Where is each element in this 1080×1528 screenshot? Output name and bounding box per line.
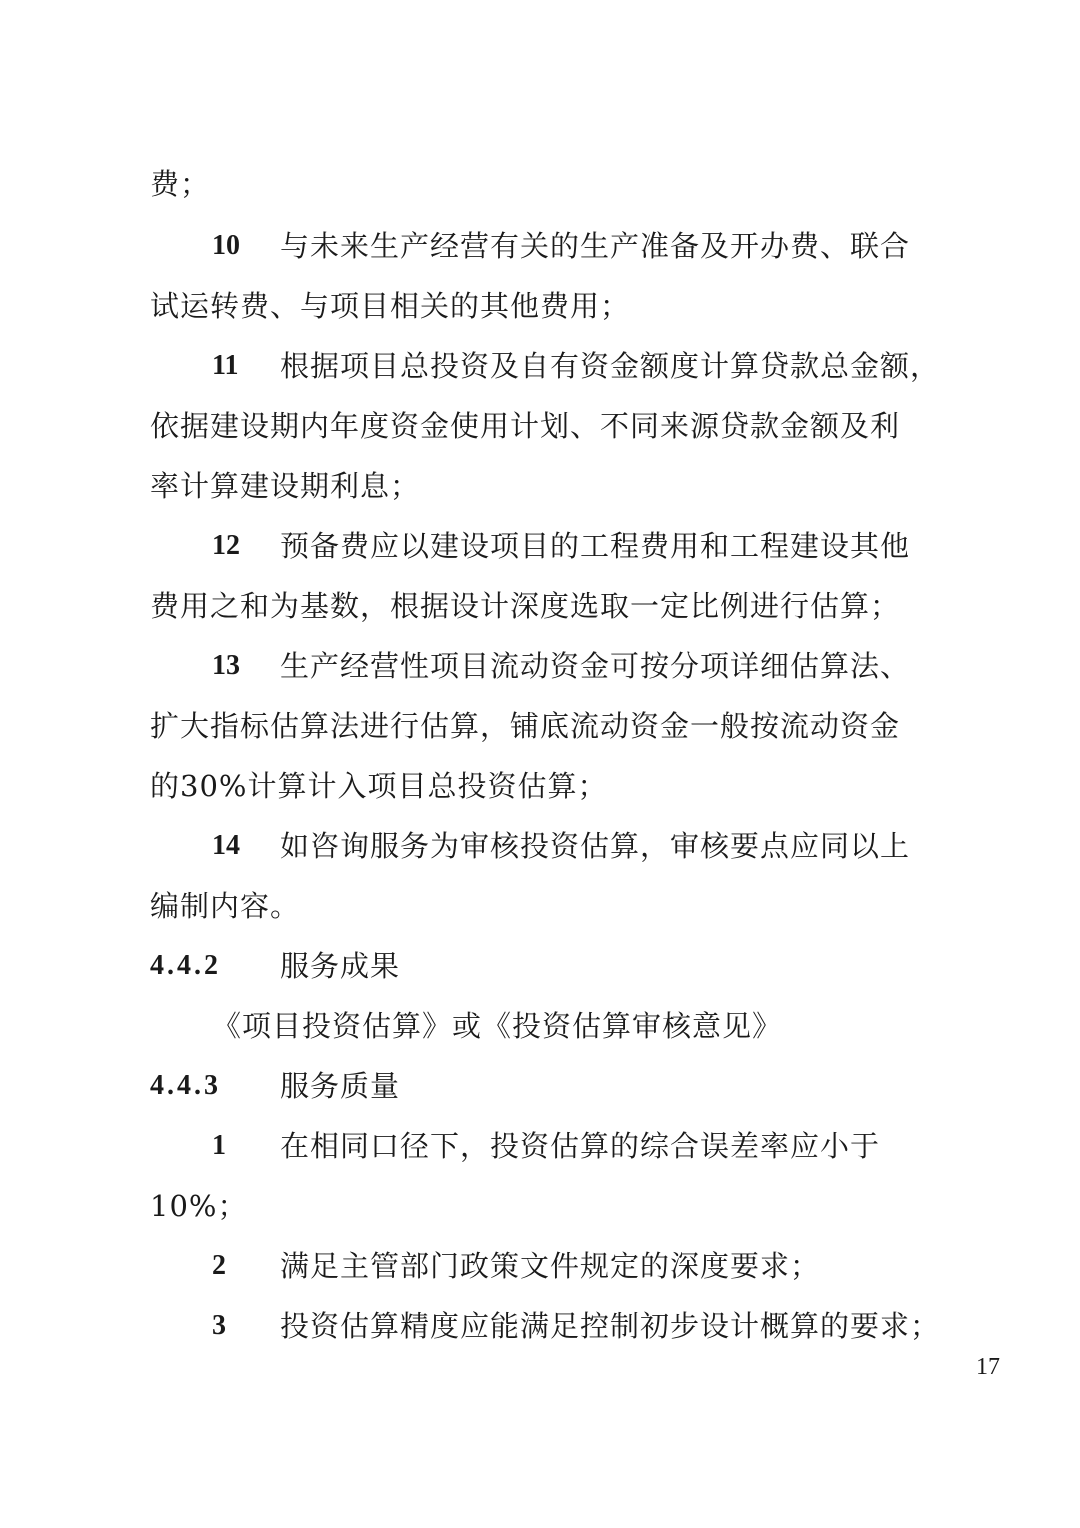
item-number-12: 12 xyxy=(212,530,240,561)
item-13-line-1: 生产经营性项目流动资金可按分项详细估算法、 xyxy=(280,649,911,683)
section-title-4-4-2: 服务成果 xyxy=(280,949,401,983)
item-11-line-2: 依据建设期内年度资金使用计划、不同来源贷款金额及利 xyxy=(150,409,901,443)
section-number-4-4-2: 4.4.2 xyxy=(150,950,221,981)
quality-item-number-1: 1 xyxy=(212,1130,226,1161)
quality-item-1-line-1: 在相同口径下，投资估算的综合误差率应小于 xyxy=(280,1129,881,1163)
item-10-line-1: 与未来生产经营有关的生产准备及开办费、联合 xyxy=(280,229,911,263)
item-14-line-2: 编制内容。 xyxy=(150,889,301,923)
item-12-line-2: 费用之和为基数，根据设计深度选取一定比例进行估算； xyxy=(150,589,901,623)
item-13-line-3: 的30%计算计入项目总投资估算； xyxy=(150,769,608,803)
item-11-line-1: 根据项目总投资及自有资金额度计算贷款总金额， xyxy=(280,349,941,383)
page-number: 17 xyxy=(976,1354,1000,1380)
quality-item-3-line-1: 投资估算精度应能满足控制初步设计概算的要求； xyxy=(280,1309,941,1343)
item-14-line-1: 如咨询服务为审核投资估算，审核要点应同以上 xyxy=(280,829,911,863)
quality-item-number-3: 3 xyxy=(212,1310,226,1341)
quality-item-number-2: 2 xyxy=(212,1250,226,1281)
item-11-line-3: 率计算建设期利息； xyxy=(150,469,421,503)
lead-line: 费； xyxy=(150,167,211,201)
item-10-line-2: 试运转费、与项目相关的其他费用； xyxy=(150,289,631,323)
item-number-13: 13 xyxy=(212,650,240,681)
section-4-4-2-body: 《项目投资估算》或《投资估算审核意见》 xyxy=(212,1009,783,1043)
section-number-4-4-3: 4.4.3 xyxy=(150,1070,221,1101)
item-number-14: 14 xyxy=(212,830,240,861)
quality-item-2-line-1: 满足主管部门政策文件规定的深度要求； xyxy=(280,1249,821,1283)
item-number-11: 11 xyxy=(212,350,239,381)
item-12-line-1: 预备费应以建设项目的工程费用和工程建设其他 xyxy=(280,529,911,563)
section-title-4-4-3: 服务质量 xyxy=(280,1069,401,1103)
item-13-line-2: 扩大指标估算法进行估算，铺底流动资金一般按流动资金 xyxy=(150,709,901,743)
item-number-10: 10 xyxy=(212,230,240,261)
quality-item-1-line-2: 10%； xyxy=(150,1189,248,1223)
